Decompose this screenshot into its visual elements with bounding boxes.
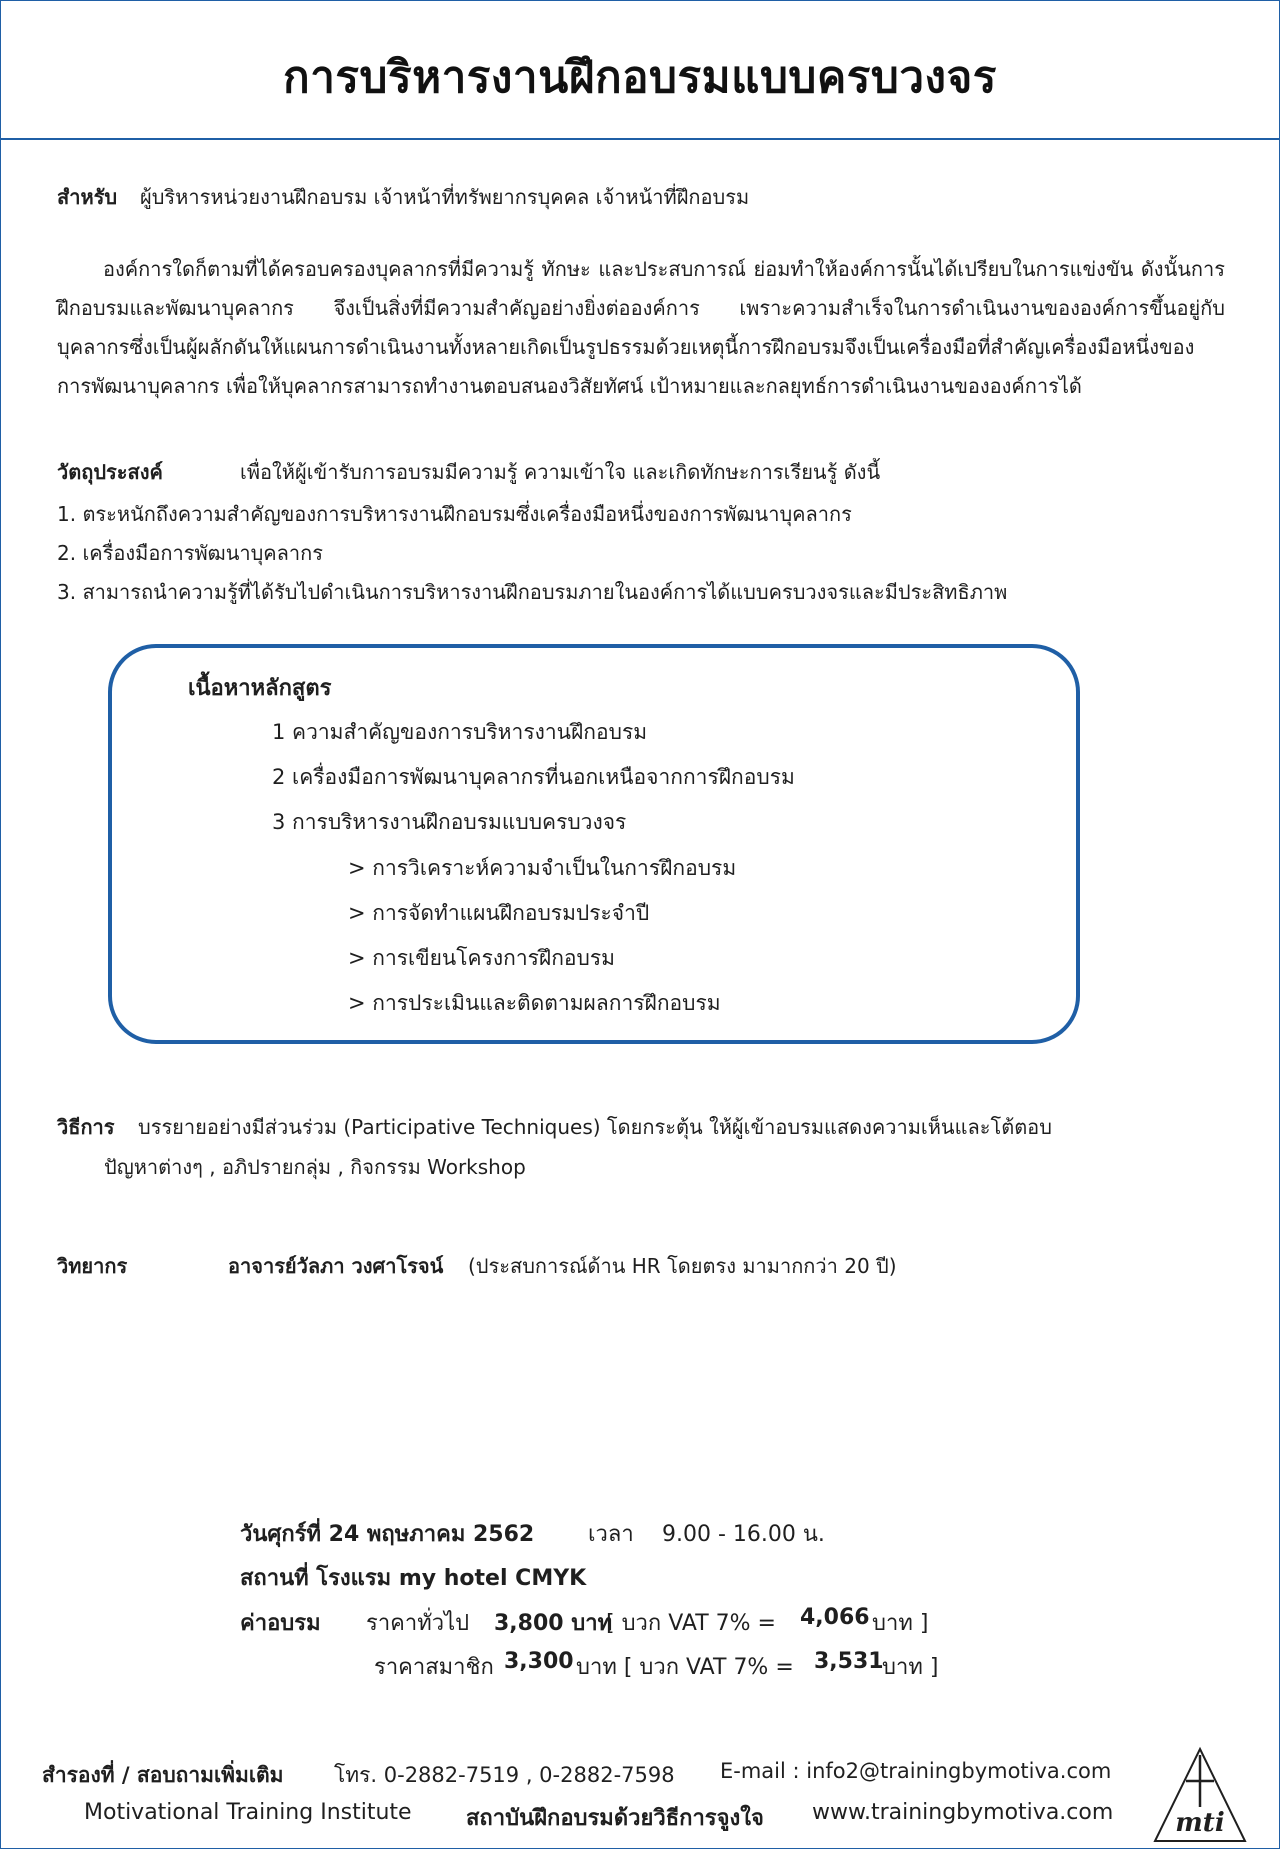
course-subitem-2: > การจัดทำแผนฝึกอบรมประจำปี <box>348 901 650 925</box>
audience-text: ผู้บริหารหน่วยงานฝึกอบรม เจ้าหน้าที่ทรัพยากรบุคคล เจ้าหน้าที่ฝึกอบรม <box>140 185 750 209</box>
reserve-label: สำรองที่ / สอบถามเพิ่มเติม <box>42 1763 284 1787</box>
audience-label: สำหรับ <box>57 185 118 209</box>
method-label: วิธีการ <box>57 1115 115 1139</box>
objective-item-3: 3. สามารถนำความรู้ที่ได้รับไปดำเนินการบริหารงานฝึกอบรมภายในองค์การได้แบบครบวงจรและมีประสิทธิภาพ <box>57 580 1008 604</box>
objectives-label: วัตถุประสงค์ <box>57 460 163 484</box>
intro-paragraph <box>57 250 1225 406</box>
page-title: การบริหารงานฝึกอบรมแบบครบวงจร <box>283 52 997 103</box>
fee-label: ค่าอบรม <box>240 1611 321 1636</box>
member-price-label: ราคาสมาชิก <box>374 1655 494 1680</box>
objective-item-1: 1. ตระหนักถึงความสำคัญของการบริหารงานฝึกอบรมซึ่งเครื่องมือหนึ่งของการพัฒนาบุคลากร <box>57 502 852 526</box>
course-subitem-1: > การวิเคราะห์ความจำเป็นในการฝึกอบรม <box>348 856 737 880</box>
method-line-2: ปัญหาต่างๆ , อภิปรายกลุ่ม , กิจกรรม Workshop <box>104 1155 526 1179</box>
objective-item-2: 2. เครื่องมือการพัฒนาบุคลากร <box>57 541 324 565</box>
website-link[interactable]: www.trainingbymotiva.com <box>812 1800 1114 1825</box>
speaker-label: วิทยากร <box>57 1254 128 1278</box>
org-name-th: สถาบันฝึกอบรมด้วยวิธีการจูงใจ <box>466 1806 764 1831</box>
event-venue: สถานที่ โรงแรม my hotel CMYK <box>240 1566 587 1591</box>
logo-text: mti <box>1175 1808 1225 1838</box>
speaker-note: (ประสบการณ์ด้าน HR โดยตรง มามากกว่า 20 ปี) <box>468 1254 897 1278</box>
general-vat-open: [ บวก VAT 7% = <box>606 1611 776 1636</box>
course-subitem-3: > การเขียนโครงการฝึกอบรม <box>348 946 615 970</box>
objectives-lead: เพื่อให้ผู้เข้ารับการอบรมมีความรู้ ความเข้าใจ และเกิดทักษะการเรียนรู้ ดังนี้ <box>240 460 881 484</box>
course-item-2: 2 เครื่องมือการพัฒนาบุคลากรที่นอกเหนือจากการฝึกอบรม <box>272 765 795 789</box>
general-vat-total: 4,066 <box>800 1605 870 1630</box>
org-name-en: Motivational Training Institute <box>84 1800 412 1825</box>
member-vat-total: 3,531 <box>814 1649 884 1674</box>
intro-text: องค์การใดก็ตามที่ได้ครอบครองบุคลากรที่มีความรู้ ทักษะ และประสบการณ์ ย่อมทำให้องค์การนั้นได้เปรียบในการแข่งขัน ดังนั้นการฝึกอบรมและพัฒนาบุคลากร จึงเป็นสิ่งที่มีความสำคัญอย่างยิ่งต่อองค์การ เพราะความสำเร็จในการดำเนินงานขององค์การขึ้นอยู่กับบุคลากรซึ่งเป็นผู้ผลักดันให้แผนการดำเนินงานทั้งหลายเกิดเป็นรูปธรรมด้วยเหตุนี้การฝึกอบรมจึงเป็นเครื่องมือที่สำคัญเครื่องมือหนึ่งของการพัฒนาบุคลากร เพื่อให้บุคลากรสามารถทำงานตอบสนองวิสัยทัศน์ เป้าหมายและกลยุทธ์การดำเนินงานขององค์การได้ <box>57 257 1225 398</box>
title-band <box>0 0 1280 140</box>
course-subitem-4: > การประเมินและติดตามผลการฝึกอบรม <box>348 991 721 1015</box>
method-line-1: บรรยายอย่างมีส่วนร่วม (Participative Techniques) โดยกระตุ้น ให้ผู้เข้าอบรมแสดงความเห็นและโต้ตอบ <box>138 1115 1052 1139</box>
member-price: 3,300 <box>504 1649 574 1674</box>
speaker-name: อาจารย์วัลภา วงศาโรจน์ <box>228 1254 444 1278</box>
contact-phones[interactable]: โทร. 0-2882-7519 , 0-2882-7598 <box>334 1763 675 1787</box>
mti-logo <box>1150 1745 1250 1845</box>
general-vat-close: บาท ] <box>872 1611 929 1636</box>
course-heading: เนื้อหาหลักสูตร <box>188 676 332 701</box>
event-date: วันศุกร์ที่ 24 พฤษภาคม 2562 <box>240 1522 535 1547</box>
general-price: 3,800 บาท <box>494 1611 613 1636</box>
general-price-label: ราคาทั่วไป <box>366 1611 470 1636</box>
course-content-box <box>108 644 1080 1044</box>
member-vat-close: บาท ] <box>882 1655 939 1680</box>
event-time-label: เวลา <box>588 1522 634 1547</box>
member-vat-open: บาท [ บวก VAT 7% = <box>576 1655 794 1680</box>
course-item-3: 3 การบริหารงานฝึกอบรมแบบครบวงจร <box>272 810 627 834</box>
event-time: 9.00 - 16.00 น. <box>662 1522 825 1547</box>
course-item-1: 1 ความสำคัญของการบริหารงานฝึกอบรม <box>272 720 648 744</box>
mti-logo-icon <box>1150 1745 1250 1845</box>
contact-email[interactable]: E-mail : info2@trainingbymotiva.com <box>720 1759 1112 1783</box>
